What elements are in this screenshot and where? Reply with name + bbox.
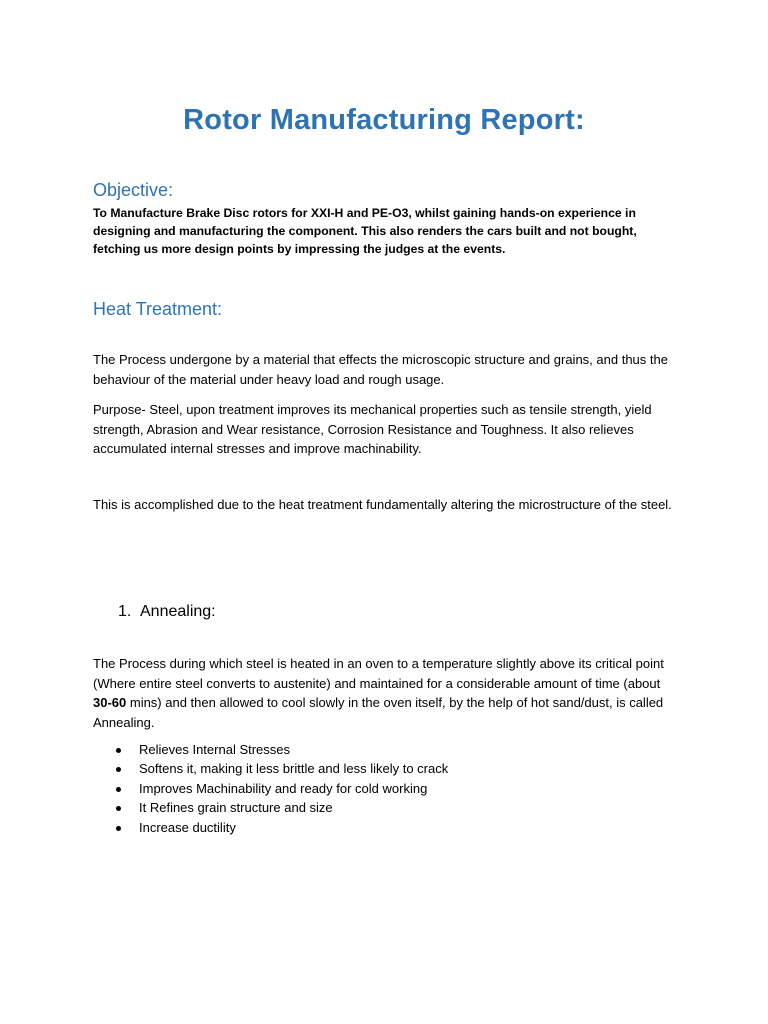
objective-heading: Objective: — [93, 180, 174, 200]
heat-treatment-paragraph-1: The Process undergone by a material that effects the microscopic structure and grains, and thus the behaviour of the material under heavy load and rough usage. — [93, 352, 668, 387]
list-item-text: It Refines grain structure and size — [139, 800, 333, 816]
list-item — [116, 759, 448, 778]
list-item-text: Increase ductility — [139, 819, 236, 835]
annealing-number: 1. — [118, 603, 132, 620]
annealing-text-after: mins) and then allowed to cool slowly in the oven itself, by the help of hot sand/dust, is called Annealing. — [93, 695, 664, 730]
bullet-icon — [116, 748, 121, 753]
list-item — [116, 798, 448, 817]
list-item-text: Relieves Internal Stresses — [139, 742, 291, 757]
annealing-paragraph — [93, 654, 673, 732]
annealing-duration: 30-60 — [93, 695, 127, 710]
bullet-icon — [116, 826, 121, 831]
list-item-text: Softens it, making it less brittle and less likely to crack — [139, 761, 449, 777]
annealing-text-before: The Process during which steel is heated in an oven to a temperature slightly above its critical point (Where entire steel converts to austenite) and maintained for a considerable amount of time (about — [93, 656, 664, 691]
list-item — [116, 779, 448, 798]
heat-treatment-heading: Heat Treatment: — [93, 299, 223, 319]
bullet-icon — [116, 787, 121, 792]
bullet-icon — [116, 806, 121, 811]
annealing-benefits-list — [116, 740, 448, 837]
bullet-icon — [116, 767, 121, 772]
list-item-text: Improves Machinability and ready for cold working — [139, 780, 428, 796]
objective-text: To Manufacture Brake Disc rotors for XXI-H and PE-O3, whilst gaining hands-on experience in designing and manufacturing the component. This also renders the cars built and not bought, fetching us more design points by impressing the judges at the events. — [93, 206, 637, 256]
list-item — [116, 818, 448, 837]
list-item — [116, 740, 448, 759]
report-title: Rotor Manufacturing Report: — [183, 104, 585, 136]
heat-treatment-paragraph-3: This is accomplished due to the heat treatment fundamentally altering the microstructure of the steel. — [93, 497, 672, 512]
annealing-heading — [118, 603, 216, 621]
heat-treatment-purpose-paragraph: Purpose- Steel, upon treatment improves its mechanical properties such as tensile strength, yield strength, Abrasion and Wear resistance, Corrosion Resistance and Toughness. It also relieves accumulated internal stresses and improve machinability. — [93, 402, 652, 456]
annealing-heading-text: Annealing: — [140, 603, 216, 620]
